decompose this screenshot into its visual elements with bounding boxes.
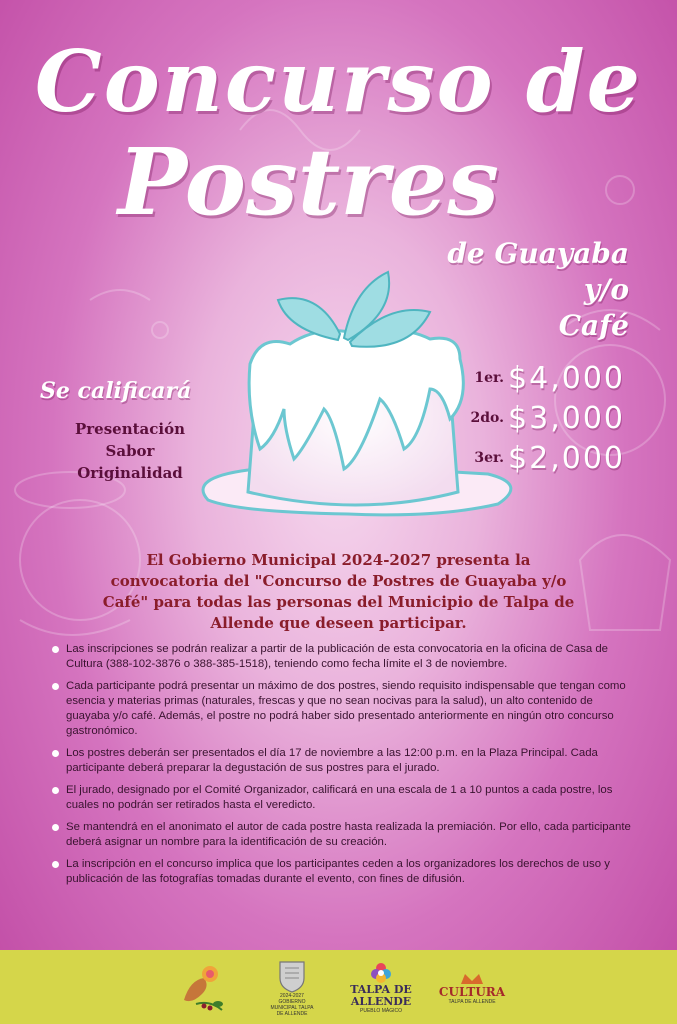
prize-amount: $3,000: [508, 400, 625, 436]
crown-icon: [459, 972, 485, 986]
criteria-item: Sabor: [105, 442, 155, 460]
cultura-text: CULTURA: [438, 984, 506, 999]
rules-list: [52, 642, 632, 894]
prize-second: [471, 398, 625, 438]
cultura-logo: [440, 958, 504, 1018]
footer-logos: [0, 950, 677, 1024]
criteria-title: Se calificará: [40, 378, 192, 404]
title-line-2: Postres: [117, 128, 500, 236]
pueblo-magico-text: PUEBLO MÁGICO: [360, 1008, 402, 1014]
criteria-item: Presentación: [74, 420, 185, 438]
hand-guava-icon: [174, 960, 230, 1016]
prize-third: [471, 438, 625, 478]
criteria-item: Originalidad: [77, 464, 183, 482]
talpa-de-allende-logo: [346, 958, 416, 1018]
subtitle-line-2: y/o: [583, 273, 629, 306]
subtitle-line-3: Café: [558, 309, 629, 342]
title-line-1: Concurso de: [34, 32, 643, 131]
cultura-sub-text: TALPA DE ALLENDE: [448, 998, 496, 1005]
prize-amount: $4,000: [508, 360, 625, 396]
rule-item: Los postres deberán ser presentados el día 17 de noviembre a las 12:00 p.m. en la Plaza Principal. Cada participante deberá preparar la degustación de sus postres para el jurado.: [52, 746, 632, 776]
intro-text: El Gobierno Municipal 2024-2027 presenta la convocatoria del "Concurso de Postres de Guayaba y/o Café" para todas las personas del Municipio de Talpa de Allende que deseen participar.: [102, 551, 575, 632]
prize-place: 2do.: [470, 410, 505, 426]
municipal-seal: [268, 958, 316, 1018]
rule-item: Cada participante podrá presentar un máximo de dos postres, siendo requisito indispensable que tengan como esencia y materias primas (naturales, frescas y que no sean nocivas para la salud), un alto contenido de guayaba y/o café. Además, el postre no podrá haber sido presentado anteriormente en ningún otro concurso gastronómico.: [52, 679, 632, 739]
subtitle-line-1: de Guayaba: [447, 237, 629, 270]
prize-place: 1er.: [474, 370, 505, 386]
rule-item: Las inscripciones se podrán realizar a partir de la publicación de esta convocatoria en la oficina de Casa de Cultura (388-102-3876 o 388-385-1518), teniendo como fecha límite el 3 de noviembre.: [52, 642, 632, 672]
rule-item: El jurado, designado por el Comité Organizador, calificará en una escala de 1 a 10 puntos a cada postre, los cuales no podrán ser retirados hasta el veredicto.: [52, 783, 632, 813]
guava-coffee-logo: [172, 958, 232, 1018]
criteria-list: [60, 418, 200, 484]
rule-item: La inscripción en el concurso implica que los participantes ceden a los organizadores los derechos de uso y publicación de las fotografías tomadas durante el evento, con fines de difusión.: [52, 857, 632, 887]
prizes: [471, 358, 625, 478]
prize-amount: $2,000: [508, 440, 625, 476]
rule-item: Se mantendrá en el anonimato el autor de cada postre hasta realizada la premiación. Por ello, cada participante deberá asignar un nombre para la identificación de su creación.: [52, 820, 632, 850]
talpa-text: TALPA DE ALLENDE: [350, 983, 412, 1008]
prize-first: [471, 358, 625, 398]
seal-text: 2024-2027 GOBIERNO MUNICIPAL TALPA DE ALLENDE: [270, 993, 314, 1017]
flower-icon: [370, 962, 392, 984]
seal-icon: [277, 959, 307, 993]
prize-place: 3er.: [474, 450, 505, 466]
